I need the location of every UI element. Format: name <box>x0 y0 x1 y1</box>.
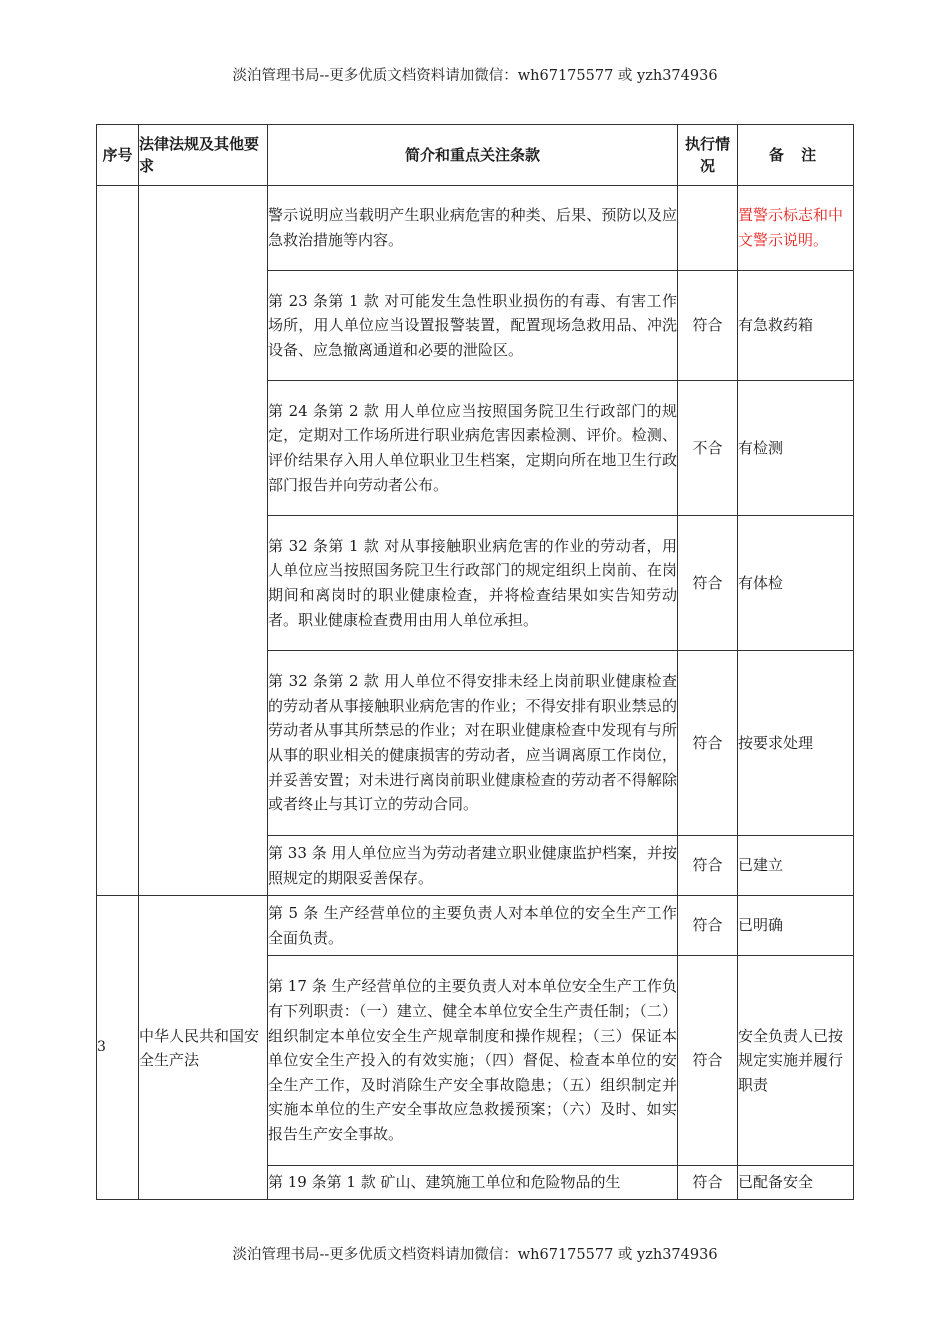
table-header-row <box>97 125 854 186</box>
remark: 已建立 <box>738 836 854 896</box>
remark: 有急救药箱 <box>738 271 854 381</box>
page-footer: 淡泊管理书局--更多优质文档资料请加微信：wh67175577 或 yzh374936 <box>232 1247 718 1263</box>
clause-description: 第 32 条第 1 款 对从事接触职业病危害的作业的劳动者，用人单位应当按照国务院卫生行政部门的规定组织上岗前、在岗期间和离岗时的职业健康检查，并将检查结果如实告知劳动者。职业健康检查费用由用人单位承担。 <box>268 516 678 651</box>
execution-status: 符合 <box>678 1166 738 1200</box>
remark: 已配备安全 <box>738 1166 854 1200</box>
law-name: 中华人民共和国安全生产法 <box>139 896 268 1200</box>
remark: 有检测 <box>738 381 854 516</box>
column-header-execution: 执行情况 <box>678 125 738 186</box>
clause-description: 第 33 条 用人单位应当为劳动者建立职业健康监护档案，并按照规定的期限妥善保存。 <box>268 836 678 896</box>
remark: 安全负责人已按规定实施并履行职责 <box>738 956 854 1166</box>
execution-status: 符合 <box>678 956 738 1166</box>
remark: 已明确 <box>738 896 854 956</box>
clause-description: 第 19 条第 1 款 矿山、建筑施工单位和危险物品的生 <box>268 1166 678 1200</box>
execution-status <box>678 186 738 271</box>
remark: 有体检 <box>738 516 854 651</box>
row-number <box>97 186 139 896</box>
column-header-number: 序号 <box>97 125 139 186</box>
row-number: 3 <box>97 896 139 1200</box>
clause-description: 第 5 条 生产经营单位的主要负责人对本单位的安全生产工作全面负责。 <box>268 896 678 956</box>
execution-status: 符合 <box>678 836 738 896</box>
execution-status: 不合 <box>678 381 738 516</box>
column-header-law: 法律法规及其他要求 <box>139 125 268 186</box>
execution-status: 符合 <box>678 896 738 956</box>
execution-status: 符合 <box>678 271 738 381</box>
column-header-description: 简介和重点关注条款 <box>268 125 678 186</box>
remark: 置警示标志和中文警示说明。 <box>738 186 854 271</box>
clause-description: 第 32 条第 2 款 用人单位不得安排未经上岗前职业健康检查的劳动者从事接触职业病危害的作业；不得安排有职业禁忌的劳动者从事其所禁忌的作业；对在职业健康检查中发现有与所从事的职业相关的健康损害的劳动者，应当调离原工作岗位，并妥善安置；对未进行离岗前职业健康检查的劳动者不得解除或者终止与其订立的劳动合同。 <box>268 651 678 836</box>
table-row <box>97 186 854 271</box>
table-row <box>97 896 854 956</box>
page-header: 淡泊管理书局--更多优质文档资料请加微信：wh67175577 或 yzh374936 <box>232 68 718 84</box>
execution-status: 符合 <box>678 651 738 836</box>
clause-description: 第 23 条第 1 款 对可能发生急性职业损伤的有毒、有害工作场所，用人单位应当设置报警装置，配置现场急救用品、冲洗设备、应急撤离通道和必要的泄险区。 <box>268 271 678 381</box>
law-name <box>139 186 268 896</box>
execution-status: 符合 <box>678 516 738 651</box>
clause-description: 第 17 条 生产经营单位的主要负责人对本单位安全生产工作负有下列职责：（一）建立、健全本单位安全生产责任制；（二）组织制定本单位安全生产规章制度和操作规程；（三）保证本单位安全生产投入的有效实施；（四）督促、检查本单位的安全生产工作，及时消除生产安全事故隐患；（五）组织制定并实施本单位的生产安全事故应急救援预案；（六）及时、如实报告生产安全事故。 <box>268 956 678 1166</box>
regulation-compliance-table <box>96 124 854 1200</box>
remark: 按要求处理 <box>738 651 854 836</box>
column-header-note: 备 注 <box>738 125 854 186</box>
clause-description: 第 24 条第 2 款 用人单位应当按照国务院卫生行政部门的规定，定期对工作场所进行职业病危害因素检测、评价。检测、评价结果存入用人单位职业卫生档案，定期向所在地卫生行政部门报告并向劳动者公布。 <box>268 381 678 516</box>
clause-description: 警示说明应当载明产生职业病危害的种类、后果、预防以及应急救治措施等内容。 <box>268 186 678 271</box>
